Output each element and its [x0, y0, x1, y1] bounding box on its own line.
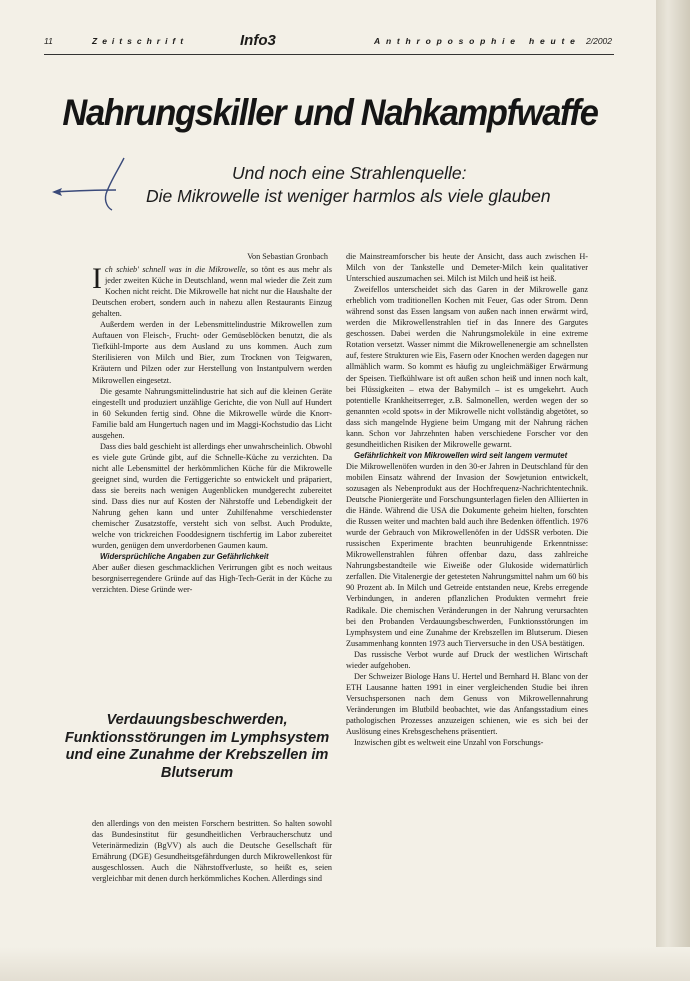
- paragraph: den allerdings von den meisten Forschern bestritten. So halten sowohl das Bundesinstitut für gesundheitlichen Verbraucherschutz und Veterinärmedizin (BgVV) als auch die Deutsche Gesellschaft für Ernährung (DGE) Gesundheitsgefährdungen durch Mikrowellenkost für ausgeschlossen. Auch die Nährstoffverluste, so heißt es, seien vergleichbar mit denen durch herkömmliches Kochen. Allerdings sind: [92, 819, 332, 884]
- subtitle-line-2: Die Mikrowelle ist weniger harmlos als viele glauben: [146, 186, 551, 206]
- byline: Von Sebastian Gronbach: [247, 252, 328, 261]
- subhead-1: Widersprüchliche Angaben zur Gefährlichkeit: [100, 552, 269, 562]
- issue-number: 2/2002: [586, 36, 612, 46]
- page-bottom-edge: [0, 947, 690, 981]
- header-rule: [44, 54, 614, 55]
- paragraph: Außerdem werden in der Lebensmittelindustrie Mikrowellen zum Auftauen von Fleisch-, Frucht- oder Gemüseblöcken benutzt, die als Tiefkühl-Importe aus dem Ausland zu uns kommen. Auch zum Sterilisieren von Milch und Bier, zum Trocknen von Teigwaren, Kräutern und Pilzen oder zur Herstellung von Instantpulvern werden Mikrowellen eingesetzt.: [92, 320, 332, 385]
- left-column-bottom: [92, 818, 332, 884]
- dropcap: I: [92, 262, 102, 296]
- running-head-right: Anthroposophie heute: [374, 36, 581, 46]
- subtitle-line-1: Und noch eine Strahlenquelle:: [232, 163, 467, 183]
- pull-quote: Verdauungsbeschwerden, Funktionsstörungen im Lymphsystem und eine Zunahme der Krebszellen im Blutserum: [64, 712, 330, 781]
- right-column: [346, 251, 588, 748]
- page-number: 11: [44, 36, 53, 46]
- running-head: [44, 34, 614, 50]
- paragraph: Aber außer diesen geschmacklichen Verirrungen gibt es noch weitaus besorgniserregendere Gründe auf das High-Tech-Gerät in der Küche zu verzichten. Diese Gründe wer-: [92, 563, 332, 595]
- info3-logo: Info3: [240, 32, 276, 49]
- page-gutter: [656, 0, 690, 981]
- swoosh-arrow-icon: [52, 150, 172, 220]
- paragraph: Die Mikrowellenöfen wurden in den 30-er Jahren in Deutschland für den mobilen Einsatz während der Invasion der Sowjetunion entwickelt, sozusagen als Nebenprodukt aus der Hochfrequenz-Nachrichtentechnik. Deutsche Pioniergeräte und Forschungsunterlagen fielen den Alliierten in die Hände. Während die USA die Dokumente geheim hielten, forschten die Russen weiter und machten bald auch ihre Bedenken öffentlich. 1976 wurde der Gebrauch von Mikrowellenöfen in der UdSSR verboten. Die russischen Experimente brachten beunruhigende Erkenntnisse: Mikrowellenstrahlen führen offenbar dazu, dass zahlreiche Nahrungsbestandteile wie Eiweiße oder Glukoside widernatürlich zerfallen. Die Vitalenergie der getesteten Nahrungsmittel nahm um 60 bis 90 Prozent ab. In Milch und Getreide entstanden neue, Krebs erregende Verbindungen, in anderen pflanzlichen Produkten vermehrt freie Radikale. Die chemischen Veränderungen in der Nahrung verursachten bei den Probanden Verdauungsbeschwerden, Funktionsstörungen im Lymphsystem und eine Zunahme der Krebszellen im Blutserum. Diesen Zusammenhang konnten 1973 auch Tierversuche in den USA bestätigen.: [346, 461, 588, 648]
- subhead-2: Gefährlichkeit von Mikrowellen wird seit langem vermutet: [354, 450, 568, 460]
- left-column: [92, 251, 332, 595]
- paragraph: Der Schweizer Biologe Hans U. Hertel und Bernhard H. Blanc von der ETH Lausanne hatten 1991 in einer vergleichenden Studie bei ihren Versuchspersonen nach dem Genuss von Mikrowellennahrung Veränderungen im Blutbild beobachtet, wie das Anfangsstadium eines pathologischen Prozesses anzuzeigen schienen, wie es sich bei der Auslösung eines Krebsgeschehens präsentiert.: [346, 671, 588, 737]
- paragraph: die Mainstreamforscher bis heute der Ansicht, dass auch zwischen H-Milch von der Tankstelle und Demeter-Milch kein qualitativer Unterschied auszumachen sei. Milch ist Milch und heiß ist heiß.: [346, 252, 588, 284]
- paragraph: Die gesamte Nahrungsmittelindustrie hat sich auf die kleinen Geräte eingestellt und produziert unzählige Gerichte, die von Null auf Hundert in 60 Sekunden fertig sind. Ohne die Mikrowelle würde die Knorr-Familie bald am Hungertuch nagen und im Maggi-Kochstudio das Licht ausgehen.: [92, 386, 332, 440]
- paragraph: Zweifellos unterscheidet sich das Garen in der Mikrowelle ganz erheblich vom traditionellen Kochen mit Feuer, Gas oder Strom. Denn während sonst das Essen langsam von außen nach innen erwärmt wird, werden die Mikrowellenstrahlen tief in das Innere des Gargutes geschossen. Dabei werden die Nahrungsmoleküle in eine extreme Rotation versetzt. Wasser nimmt die Mikrowellenenergie am schnellsten auf, festere Strukturen wie Eis, Fasern oder Knochen werden dagegen nur allmählich warm. So kommt es häufig zu ungleichmäßiger Erwärmung der Speisen. Tiefkühlware ist oft außen schon heiß und innen noch kalt, bei Flüssigkeiten – etwa der Babymilch – ist es umgekehrt. Auch potentielle Krankheitserreger, z.B. Salmonellen, werden wegen der so genannten »cold spots« in der Mikrowelle nicht vollständig abgetötet, so dass sich mangelnde Hygiene beim Umgang mit der Nahrung rächen kann. Schon vor Jahrzehnten haben verschiedene Forscher vor den gesundheitlichen Risiken der Mikrowelle gewarnt.: [346, 285, 588, 449]
- lead-text: so tönt es aus mehr als jeder zweiten Küche in Deutschland, wenn mal wieder die Zeit zum Kochen nicht reicht. Die Mikrowelle hat nicht nur die Haushalte der Deutschen erobert, sondern auch in nahezu allen Restaurants Einzug gehalten.: [92, 265, 332, 319]
- running-head-left: Zeitschrift: [92, 36, 189, 46]
- paragraph: Inzwischen gibt es weltweit eine Unzahl von Forschungs-: [354, 738, 544, 748]
- paragraph: Dass dies bald geschieht ist allerdings eher unwahrscheinlich. Obwohl es viele gute Gründe gibt, auf die Schnelle-Küche zu verzichten. Da nicht alle Lebensmittel der herkömmlichen Küche für die Mikrowelle geeignet sind, wurden die Fertiggerichte so entwickelt und präpariert, dass sie bereits nach wenigen Augenblicken mundgerecht zubereitet sind. Dass dies nur auf Kosten der Nährstoffe und Lebendigkeit der Nahrung gehen kann und unter Zuhilfenahme verschiedenster chemischer Zusatzstoffe, versteht sich von selbst. Auch Produkte, welche von trickreichen Fooddesignern tischfertig im Labor zubereitet wurden, genügen dem unverdorbenen Gaumen kaum.: [92, 441, 332, 551]
- article-title: Nahrungskiller und Nahkampfwaffe: [62, 92, 598, 133]
- lead-paragraph: [92, 264, 332, 319]
- lead-italic: ch schieb' schnell was in die Mikrowelle,: [105, 265, 248, 275]
- paragraph: Das russische Verbot wurde auf Druck der westlichen Wirtschaft wieder aufgehoben.: [346, 649, 588, 670]
